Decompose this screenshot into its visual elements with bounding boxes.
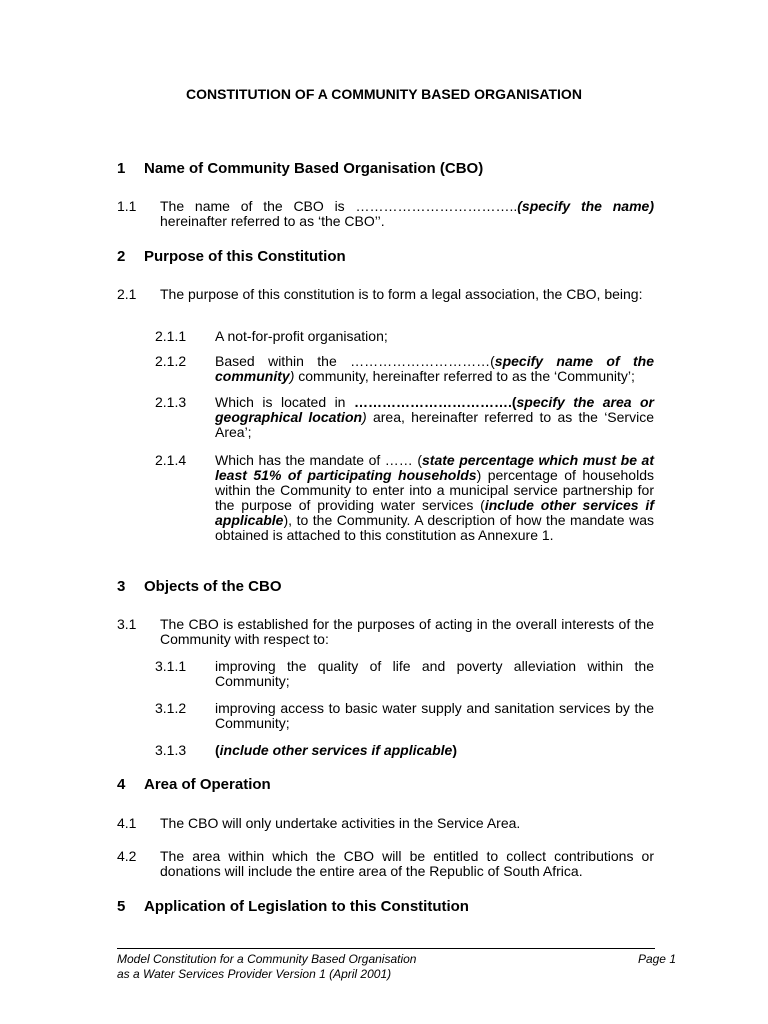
clause-number: 2.1.1 — [155, 328, 187, 344]
clause-2-1-1 — [155, 329, 654, 344]
footer-divider — [117, 948, 655, 949]
clause-text: A not-for-profit organisation; — [215, 328, 388, 344]
footer-line-2: as a Water Services Provider Version 1 (April 2001) — [117, 967, 392, 981]
clause-number: 4.1 — [117, 815, 137, 831]
section-number: 3 — [117, 578, 126, 595]
section-title: Application of Legislation to this Constitution — [144, 898, 469, 915]
clause-3-1-1 — [155, 659, 654, 689]
clause-number: 1.1 — [117, 198, 137, 214]
clause-number: 3.1.2 — [155, 700, 187, 716]
clause-number: 2.1 — [117, 286, 137, 302]
section-title: Objects of the CBO — [144, 578, 282, 595]
clause-text: improving access to basic water supply and sanitation services by the Community; — [215, 700, 654, 731]
clause-number: 3.1.1 — [155, 658, 187, 674]
section-5-heading — [117, 899, 469, 914]
section-3-heading — [117, 579, 282, 594]
section-title: Name of Community Based Organisation (CBO) — [144, 160, 484, 177]
clause-text: improving the quality of life and poverty alleviation within the Community; — [215, 658, 654, 689]
clause-number: 3.1 — [117, 616, 137, 632]
clause-text: The purpose of this constitution is to form a legal association, the CBO, being: — [160, 286, 643, 302]
clause-text: The name of the CBO is ……………………………..(specify the name) hereinafter referred to as ‘the CBO’’. — [160, 198, 654, 229]
clause-2-1-2 — [155, 354, 654, 384]
section-title: Purpose of this Constitution — [144, 248, 346, 265]
clause-4-1 — [117, 816, 654, 831]
clause-3-1-2 — [155, 701, 654, 731]
clause-text: Based within the …………………………(specify name of the community) community, hereinafter referred to as the ‘Community’; — [215, 353, 654, 384]
section-title: Area of Operation — [144, 776, 271, 793]
section-1-heading — [117, 161, 483, 176]
clause-text: Which has the mandate of …… (state percentage which must be at least 51% of participating households) percentage of households within the Community to enter into a municipal service partnership for the purpose of providing water services (include other services if applicable), to the Community. A description of how the mandate was obtained is attached to this constitution as Annexure 1. — [215, 452, 655, 543]
clause-text: The area within which the CBO will be entitled to collect contributions or donations will include the entire area of the Republic of South Africa. — [160, 848, 654, 879]
section-number: 5 — [117, 898, 126, 915]
clause-number: 2.1.2 — [155, 353, 187, 369]
clause-2-1-4 — [155, 453, 654, 543]
section-number: 2 — [117, 248, 126, 265]
section-2-heading — [117, 249, 346, 264]
clause-number: 2.1.3 — [155, 394, 187, 410]
clause-text: The CBO is established for the purposes of acting in the overall interests of the Community with respect to: — [160, 616, 654, 647]
clause-4-2 — [117, 849, 654, 879]
clause-3-1 — [117, 617, 654, 647]
footer-line-1: Model Constitution for a Community Based Organisation — [117, 952, 417, 966]
clause-text: Which is located in …………………………….(specify the area or geographical location) area, hereinafter referred to as the ‘Service Area’; — [215, 394, 654, 440]
clause-3-1-3 — [155, 743, 654, 758]
document-title: CONSTITUTION OF A COMMUNITY BASED ORGANISATION — [186, 86, 582, 102]
clause-number: 4.2 — [117, 848, 137, 864]
page-number: Page 1 — [637, 952, 676, 966]
clause-text: The CBO will only undertake activities in the Service Area. — [160, 815, 521, 831]
section-4-heading — [117, 777, 271, 792]
clause-text: (include other services if applicable) — [215, 742, 457, 758]
section-number: 4 — [117, 776, 126, 793]
clause-number: 2.1.4 — [155, 452, 187, 468]
clause-1-1 — [117, 199, 654, 229]
section-number: 1 — [117, 160, 126, 177]
page-footer — [117, 952, 676, 982]
clause-2-1 — [117, 287, 654, 302]
clause-number: 3.1.3 — [155, 742, 187, 758]
clause-2-1-3 — [155, 395, 654, 440]
